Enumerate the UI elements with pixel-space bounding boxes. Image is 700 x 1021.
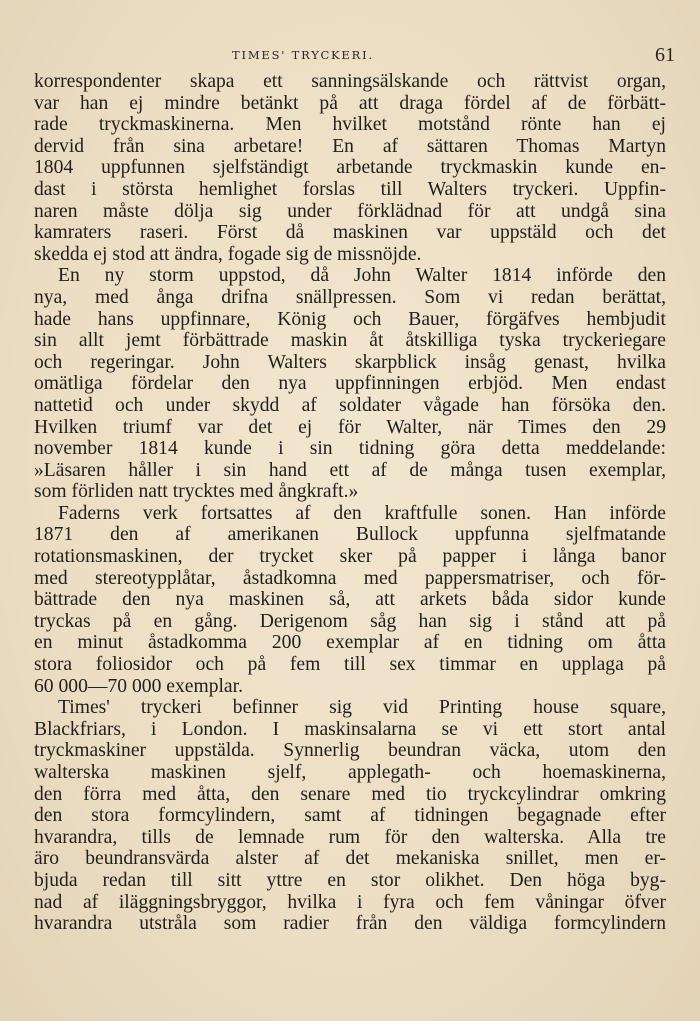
- running-head: [0, 44, 700, 68]
- text-line: en minut åstadkomma 200 exemplar af en tidning om åtta: [34, 632, 666, 654]
- text-line: och regeringar. John Walters skarpblick insåg genast, hvilka: [34, 351, 666, 373]
- text-line: november 1814 kunde i sin tidning göra detta meddelande:: [34, 438, 666, 460]
- text-line: hade hans uppfinnare, König och Bauer, förgäfves hembjudit: [34, 308, 666, 330]
- text-line: hvarandra utstråla som radier från den väldiga formcylindern: [34, 913, 666, 935]
- text-line: dast i största hemlighet forslas till Walters tryckeri. Uppfin-: [34, 178, 666, 200]
- text-line: Blackfriars, i London. I maskinsalarna se vi ett stort antal: [34, 718, 666, 740]
- text-line: walterska maskinen sjelf, applegath- och hoemaskinerna,: [34, 762, 666, 783]
- text-line: tryckas på en gång. Derigenom såg han sig i stånd att på: [34, 610, 666, 632]
- text-line: rade tryckmaskinerna. Men hvilket motstånd rönte han ej: [34, 114, 666, 136]
- paragraph-start-line: En ny storm uppstod, då John Walter 1814 införde den: [58, 265, 666, 287]
- text-line: 1804 uppfunnen sjelfständigt arbetande tryckmaskin kunde en-: [34, 157, 666, 179]
- text-line: var han ej mindre betänkt på att draga fördel af de förbätt-: [34, 92, 666, 114]
- running-head-title: TIMES' TRYCKERI.: [232, 48, 374, 62]
- text-line: dervid från sina arbetare! En af sättaren Thomas Martyn: [34, 135, 666, 157]
- text-line: naren måste dölja sig under förklädnad för att undgå sina: [34, 200, 666, 222]
- text-line: tryckmaskiner uppstälda. Synnerlig beundran väcka, utom den: [34, 740, 666, 762]
- text-line: kamraters raseri. Först då maskinen var uppstäld och det: [34, 222, 666, 244]
- text-line: sin allt jemt förbättrade maskin åt åtskilliga tyska tryckeriegare: [34, 330, 666, 352]
- text-line: den stora formcylindern, samt af tidningen begagnade efter: [34, 805, 666, 827]
- text-line: som förliden natt trycktes med ångkraft.»: [34, 481, 359, 503]
- text-line: bättrade den nya maskinen så, att arkets båda sidor kunde: [34, 589, 666, 611]
- text-line: skedda ej stod att ändra, fogade sig de missnöjde.: [34, 243, 422, 265]
- text-line: med stereotypplåtar, åstadkomna med pappersmatriser, och för-: [34, 567, 666, 589]
- text-line: bjuda redan till sitt yttre en stor olikhet. Den höga byg-: [34, 869, 666, 891]
- body-text: [34, 71, 666, 935]
- text-line: 60 000—70 000 exemplar.: [34, 675, 243, 697]
- text-line: nad af iläggningsbryggor, hvilka i fyra och fem våningar öfver: [34, 891, 666, 913]
- text-line: stora foliosidor och på fem till sex timmar en upplaga på: [34, 654, 666, 676]
- text-line: omätliga fördelar den nya uppfinningen erbjöd. Men endast: [34, 373, 666, 395]
- paragraph-start-line: Faderns verk fortsattes af den kraftfulle sonen. Han införde: [58, 502, 666, 524]
- text-line: rotationsmaskinen, der trycket sker på papper i långa banor: [34, 546, 666, 568]
- text-line: »Läsaren håller i sin hand ett af de många tusen exemplar,: [34, 459, 666, 481]
- text-line: hvarandra, tills de lemnade rum för den walterska. Alla tre: [34, 826, 666, 848]
- text-line: Hvilken triumf var det ej för Walter, när Times den 29: [34, 416, 666, 438]
- text-line: den förra med åtta, den senare med tio tryckcylindrar omkring: [34, 783, 666, 805]
- text-line: äro beundransvärda alster af det mekaniska snillet, men er-: [34, 848, 666, 870]
- text-line: nattetid och under skydd af soldater vågade han försöka den.: [34, 394, 666, 416]
- text-line: 1871 den af amerikanen Bullock uppfunna sjelfmatande: [34, 524, 666, 546]
- text-line: korrespondenter skapa ett sanningsälskande och rättvist organ,: [34, 71, 666, 92]
- page-number: 61: [655, 44, 675, 66]
- paragraph-start-line: Times' tryckeri befinner sig vid Printing house square,: [58, 697, 666, 719]
- text-line: nya, med ånga drifna snällpressen. Som vi redan berättat,: [34, 286, 666, 308]
